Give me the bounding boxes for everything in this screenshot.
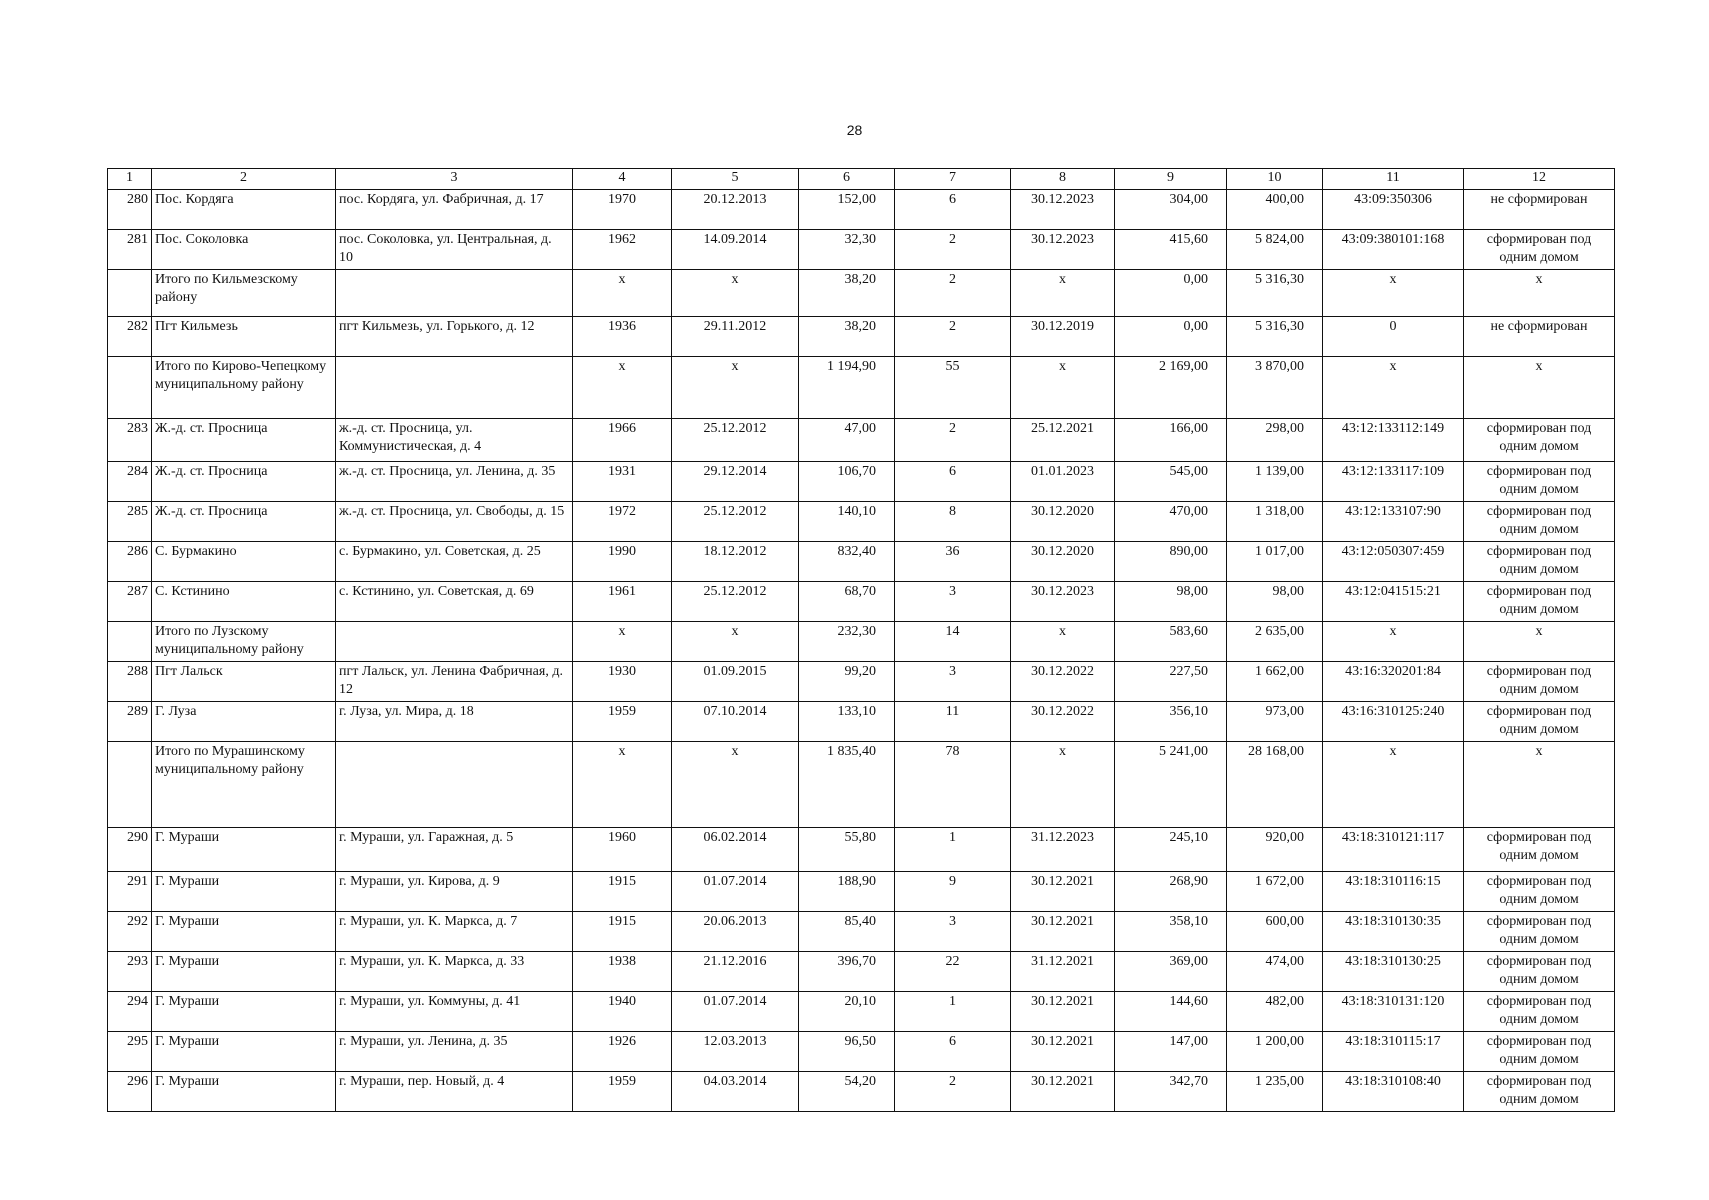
value-9-cell: 147,00 xyxy=(1115,1032,1227,1072)
settlement-name-cell: Пгт Кильмезь xyxy=(152,317,336,357)
date-recognized-cell: 29.12.2014 xyxy=(672,462,799,502)
row-number-cell xyxy=(108,357,152,419)
settlement-name-cell: Итого по Кирово-Чепецкому муниципальному району xyxy=(152,357,336,419)
housing-table xyxy=(107,168,1615,1112)
address-cell xyxy=(336,357,573,419)
area-cell: 38,20 xyxy=(799,317,895,357)
planned-date-cell: 01.01.2023 xyxy=(1011,462,1115,502)
residents-cell: 6 xyxy=(895,190,1011,230)
year-built-cell: 1915 xyxy=(573,912,672,952)
area-cell: 1 835,40 xyxy=(799,742,895,828)
address-cell: пос. Кордяга, ул. Фабричная, д. 17 xyxy=(336,190,573,230)
planned-date-cell: 30.12.2019 xyxy=(1011,317,1115,357)
value-10-cell: 3 870,00 xyxy=(1227,357,1323,419)
land-status-cell: сформирован под одним домом xyxy=(1464,702,1615,742)
land-status-cell: х xyxy=(1464,270,1615,317)
address-cell: с. Бурмакино, ул. Советская, д. 25 xyxy=(336,542,573,582)
address-cell: ж.-д. ст. Просница, ул. Свободы, д. 15 xyxy=(336,502,573,542)
residents-cell: 2 xyxy=(895,230,1011,270)
value-10-cell: 973,00 xyxy=(1227,702,1323,742)
date-recognized-cell: х xyxy=(672,622,799,662)
area-cell: 832,40 xyxy=(799,542,895,582)
settlement-name-cell: Г. Мураши xyxy=(152,828,336,872)
settlement-name-cell: Ж.-д. ст. Просница xyxy=(152,462,336,502)
row-number-cell: 296 xyxy=(108,1072,152,1112)
year-built-cell: 1936 xyxy=(573,317,672,357)
table-row xyxy=(108,992,1615,1032)
value-9-cell: 98,00 xyxy=(1115,582,1227,622)
area-cell: 38,20 xyxy=(799,270,895,317)
row-number-cell: 290 xyxy=(108,828,152,872)
table-row xyxy=(108,872,1615,912)
table-row xyxy=(108,742,1615,828)
settlement-name-cell: Г. Мураши xyxy=(152,952,336,992)
date-recognized-cell: 25.12.2012 xyxy=(672,419,799,462)
planned-date-cell: 31.12.2021 xyxy=(1011,952,1115,992)
year-built-cell: 1961 xyxy=(573,582,672,622)
cadastral-number-cell: 43:18:310130:35 xyxy=(1323,912,1464,952)
residents-cell: 22 xyxy=(895,952,1011,992)
planned-date-cell: 30.12.2020 xyxy=(1011,542,1115,582)
residents-cell: 6 xyxy=(895,1032,1011,1072)
value-9-cell: 583,60 xyxy=(1115,622,1227,662)
residents-cell: 78 xyxy=(895,742,1011,828)
residents-cell: 9 xyxy=(895,872,1011,912)
table-row xyxy=(108,190,1615,230)
date-recognized-cell: 25.12.2012 xyxy=(672,582,799,622)
cadastral-number-cell: х xyxy=(1323,622,1464,662)
year-built-cell: х xyxy=(573,622,672,662)
table-row xyxy=(108,542,1615,582)
row-number-cell: 287 xyxy=(108,582,152,622)
year-built-cell: 1930 xyxy=(573,662,672,702)
table-row xyxy=(108,419,1615,462)
cadastral-number-cell: 43:09:380101:168 xyxy=(1323,230,1464,270)
value-10-cell: 1 318,00 xyxy=(1227,502,1323,542)
column-header: 4 xyxy=(573,169,672,190)
land-status-cell: сформирован под одним домом xyxy=(1464,230,1615,270)
cadastral-number-cell: 43:12:050307:459 xyxy=(1323,542,1464,582)
cadastral-number-cell: 0 xyxy=(1323,317,1464,357)
land-status-cell: сформирован под одним домом xyxy=(1464,992,1615,1032)
cadastral-number-cell: 43:18:310108:40 xyxy=(1323,1072,1464,1112)
table-row xyxy=(108,828,1615,872)
column-number-row xyxy=(108,169,1615,190)
value-9-cell: 5 241,00 xyxy=(1115,742,1227,828)
land-status-cell: сформирован под одним домом xyxy=(1464,912,1615,952)
settlement-name-cell: Г. Луза xyxy=(152,702,336,742)
land-status-cell: сформирован под одним домом xyxy=(1464,952,1615,992)
land-status-cell: сформирован под одним домом xyxy=(1464,462,1615,502)
cadastral-number-cell: 43:12:133107:90 xyxy=(1323,502,1464,542)
address-cell: ж.-д. ст. Просница, ул. Ленина, д. 35 xyxy=(336,462,573,502)
cadastral-number-cell: 43:18:310121:117 xyxy=(1323,828,1464,872)
residents-cell: 36 xyxy=(895,542,1011,582)
address-cell: с. Кстинино, ул. Советская, д. 69 xyxy=(336,582,573,622)
area-cell: 396,70 xyxy=(799,952,895,992)
value-9-cell: 144,60 xyxy=(1115,992,1227,1032)
date-recognized-cell: 20.06.2013 xyxy=(672,912,799,952)
row-number-cell: 285 xyxy=(108,502,152,542)
date-recognized-cell: 25.12.2012 xyxy=(672,502,799,542)
page-number: 28 xyxy=(846,122,863,138)
area-cell: 133,10 xyxy=(799,702,895,742)
settlement-name-cell: Г. Мураши xyxy=(152,1072,336,1112)
area-cell: 55,80 xyxy=(799,828,895,872)
date-recognized-cell: 01.07.2014 xyxy=(672,872,799,912)
date-recognized-cell: 14.09.2014 xyxy=(672,230,799,270)
value-9-cell: 356,10 xyxy=(1115,702,1227,742)
cadastral-number-cell: 43:18:310115:17 xyxy=(1323,1032,1464,1072)
cadastral-number-cell: х xyxy=(1323,357,1464,419)
planned-date-cell: х xyxy=(1011,270,1115,317)
planned-date-cell: х xyxy=(1011,357,1115,419)
settlement-name-cell: Итого по Лузскому муниципальному району xyxy=(152,622,336,662)
value-10-cell: 482,00 xyxy=(1227,992,1323,1032)
date-recognized-cell: 01.07.2014 xyxy=(672,992,799,1032)
column-header: 11 xyxy=(1323,169,1464,190)
land-status-cell: сформирован под одним домом xyxy=(1464,662,1615,702)
area-cell: 188,90 xyxy=(799,872,895,912)
table-row xyxy=(108,952,1615,992)
value-10-cell: 600,00 xyxy=(1227,912,1323,952)
year-built-cell: х xyxy=(573,357,672,419)
column-header: 5 xyxy=(672,169,799,190)
land-status-cell: сформирован под одним домом xyxy=(1464,1072,1615,1112)
column-header: 3 xyxy=(336,169,573,190)
area-cell: 68,70 xyxy=(799,582,895,622)
planned-date-cell: х xyxy=(1011,742,1115,828)
table-row xyxy=(108,502,1615,542)
area-cell: 99,20 xyxy=(799,662,895,702)
address-cell: пгт Лальск, ул. Ленина Фабричная, д. 12 xyxy=(336,662,573,702)
address-cell xyxy=(336,742,573,828)
value-9-cell: 415,60 xyxy=(1115,230,1227,270)
settlement-name-cell: Ж.-д. ст. Просница xyxy=(152,502,336,542)
residents-cell: 1 xyxy=(895,828,1011,872)
date-recognized-cell: х xyxy=(672,357,799,419)
year-built-cell: 1938 xyxy=(573,952,672,992)
row-number-cell: 284 xyxy=(108,462,152,502)
residents-cell: 3 xyxy=(895,582,1011,622)
date-recognized-cell: 01.09.2015 xyxy=(672,662,799,702)
year-built-cell: 1970 xyxy=(573,190,672,230)
year-built-cell: х xyxy=(573,742,672,828)
land-status-cell: х xyxy=(1464,622,1615,662)
date-recognized-cell: 21.12.2016 xyxy=(672,952,799,992)
cadastral-number-cell: 43:09:350306 xyxy=(1323,190,1464,230)
value-9-cell: 166,00 xyxy=(1115,419,1227,462)
land-status-cell: не сформирован xyxy=(1464,190,1615,230)
residents-cell: 2 xyxy=(895,270,1011,317)
land-status-cell: х xyxy=(1464,742,1615,828)
area-cell: 96,50 xyxy=(799,1032,895,1072)
planned-date-cell: 30.12.2023 xyxy=(1011,230,1115,270)
year-built-cell: 1962 xyxy=(573,230,672,270)
land-status-cell: х xyxy=(1464,357,1615,419)
value-9-cell: 245,10 xyxy=(1115,828,1227,872)
address-cell: г. Мураши, ул. Коммуны, д. 41 xyxy=(336,992,573,1032)
row-number-cell: 286 xyxy=(108,542,152,582)
planned-date-cell: 30.12.2021 xyxy=(1011,872,1115,912)
value-9-cell: 0,00 xyxy=(1115,270,1227,317)
row-number-cell: 280 xyxy=(108,190,152,230)
area-cell: 232,30 xyxy=(799,622,895,662)
row-number-cell: 288 xyxy=(108,662,152,702)
row-number-cell xyxy=(108,742,152,828)
column-header: 12 xyxy=(1464,169,1615,190)
address-cell: пгт Кильмезь, ул. Горького, д. 12 xyxy=(336,317,573,357)
row-number-cell: 281 xyxy=(108,230,152,270)
planned-date-cell: 30.12.2021 xyxy=(1011,1032,1115,1072)
year-built-cell: 1966 xyxy=(573,419,672,462)
value-10-cell: 5 316,30 xyxy=(1227,270,1323,317)
planned-date-cell: 30.12.2021 xyxy=(1011,912,1115,952)
year-built-cell: х xyxy=(573,270,672,317)
value-9-cell: 268,90 xyxy=(1115,872,1227,912)
date-recognized-cell: 20.12.2013 xyxy=(672,190,799,230)
area-cell: 47,00 xyxy=(799,419,895,462)
address-cell: ж.-д. ст. Просница, ул. Коммунистическая, д. 4 xyxy=(336,419,573,462)
value-10-cell: 1 200,00 xyxy=(1227,1032,1323,1072)
row-number-cell: 291 xyxy=(108,872,152,912)
column-header: 9 xyxy=(1115,169,1227,190)
row-number-cell: 294 xyxy=(108,992,152,1032)
row-number-cell xyxy=(108,622,152,662)
residents-cell: 11 xyxy=(895,702,1011,742)
table-row xyxy=(108,912,1615,952)
row-number-cell: 289 xyxy=(108,702,152,742)
settlement-name-cell: С. Кстинино xyxy=(152,582,336,622)
land-status-cell: сформирован под одним домом xyxy=(1464,542,1615,582)
year-built-cell: 1960 xyxy=(573,828,672,872)
residents-cell: 14 xyxy=(895,622,1011,662)
table-row xyxy=(108,622,1615,662)
address-cell: пос. Соколовка, ул. Центральная, д. 10 xyxy=(336,230,573,270)
address-cell: г. Мураши, ул. Гаражная, д. 5 xyxy=(336,828,573,872)
year-built-cell: 1915 xyxy=(573,872,672,912)
residents-cell: 2 xyxy=(895,419,1011,462)
cadastral-number-cell: х xyxy=(1323,270,1464,317)
year-built-cell: 1972 xyxy=(573,502,672,542)
planned-date-cell: 30.12.2020 xyxy=(1011,502,1115,542)
row-number-cell xyxy=(108,270,152,317)
planned-date-cell: 30.12.2022 xyxy=(1011,702,1115,742)
value-10-cell: 920,00 xyxy=(1227,828,1323,872)
address-cell xyxy=(336,270,573,317)
value-10-cell: 98,00 xyxy=(1227,582,1323,622)
year-built-cell: 1926 xyxy=(573,1032,672,1072)
settlement-name-cell: Пгт Лальск xyxy=(152,662,336,702)
table-row xyxy=(108,1032,1615,1072)
year-built-cell: 1931 xyxy=(573,462,672,502)
residents-cell: 3 xyxy=(895,662,1011,702)
year-built-cell: 1990 xyxy=(573,542,672,582)
value-10-cell: 2 635,00 xyxy=(1227,622,1323,662)
land-status-cell: сформирован под одним домом xyxy=(1464,872,1615,912)
settlement-name-cell: Итого по Кильмезскому району xyxy=(152,270,336,317)
table-row xyxy=(108,582,1615,622)
residents-cell: 2 xyxy=(895,317,1011,357)
value-10-cell: 1 672,00 xyxy=(1227,872,1323,912)
planned-date-cell: 25.12.2021 xyxy=(1011,419,1115,462)
table-row xyxy=(108,462,1615,502)
column-header: 7 xyxy=(895,169,1011,190)
settlement-name-cell: Пос. Соколовка xyxy=(152,230,336,270)
table-row xyxy=(108,1072,1615,1112)
residents-cell: 2 xyxy=(895,1072,1011,1112)
planned-date-cell: 30.12.2021 xyxy=(1011,1072,1115,1112)
land-status-cell: сформирован под одним домом xyxy=(1464,502,1615,542)
settlement-name-cell: Г. Мураши xyxy=(152,912,336,952)
area-cell: 106,70 xyxy=(799,462,895,502)
settlement-name-cell: С. Бурмакино xyxy=(152,542,336,582)
residents-cell: 6 xyxy=(895,462,1011,502)
value-10-cell: 28 168,00 xyxy=(1227,742,1323,828)
address-cell: г. Мураши, ул. Ленина, д. 35 xyxy=(336,1032,573,1072)
settlement-name-cell: Г. Мураши xyxy=(152,872,336,912)
area-cell: 54,20 xyxy=(799,1072,895,1112)
planned-date-cell: 30.12.2022 xyxy=(1011,662,1115,702)
settlement-name-cell: Пос. Кордяга xyxy=(152,190,336,230)
table-row xyxy=(108,317,1615,357)
cadastral-number-cell: 43:18:310116:15 xyxy=(1323,872,1464,912)
value-10-cell: 1 139,00 xyxy=(1227,462,1323,502)
address-cell: г. Мураши, ул. К. Маркса, д. 33 xyxy=(336,952,573,992)
value-9-cell: 227,50 xyxy=(1115,662,1227,702)
cadastral-number-cell: 43:12:133112:149 xyxy=(1323,419,1464,462)
value-9-cell: 2 169,00 xyxy=(1115,357,1227,419)
table-row xyxy=(108,702,1615,742)
value-9-cell: 369,00 xyxy=(1115,952,1227,992)
value-10-cell: 1 017,00 xyxy=(1227,542,1323,582)
date-recognized-cell: 29.11.2012 xyxy=(672,317,799,357)
area-cell: 32,30 xyxy=(799,230,895,270)
value-9-cell: 358,10 xyxy=(1115,912,1227,952)
area-cell: 1 194,90 xyxy=(799,357,895,419)
planned-date-cell: 30.12.2023 xyxy=(1011,190,1115,230)
value-9-cell: 470,00 xyxy=(1115,502,1227,542)
value-10-cell: 1 235,00 xyxy=(1227,1072,1323,1112)
address-cell xyxy=(336,622,573,662)
year-built-cell: 1959 xyxy=(573,1072,672,1112)
address-cell: г. Мураши, ул. Кирова, д. 9 xyxy=(336,872,573,912)
date-recognized-cell: 18.12.2012 xyxy=(672,542,799,582)
table-row xyxy=(108,357,1615,419)
column-header: 1 xyxy=(108,169,152,190)
address-cell: г. Мураши, ул. К. Маркса, д. 7 xyxy=(336,912,573,952)
settlement-name-cell: Г. Мураши xyxy=(152,1032,336,1072)
settlement-name-cell: Итого по Мурашинскому муниципальному району xyxy=(152,742,336,828)
address-cell: г. Мураши, пер. Новый, д. 4 xyxy=(336,1072,573,1112)
area-cell: 152,00 xyxy=(799,190,895,230)
value-10-cell: 1 662,00 xyxy=(1227,662,1323,702)
settlement-name-cell: Ж.-д. ст. Просница xyxy=(152,419,336,462)
row-number-cell: 282 xyxy=(108,317,152,357)
table-row xyxy=(108,230,1615,270)
row-number-cell: 295 xyxy=(108,1032,152,1072)
value-9-cell: 0,00 xyxy=(1115,317,1227,357)
planned-date-cell: х xyxy=(1011,622,1115,662)
value-10-cell: 5 824,00 xyxy=(1227,230,1323,270)
land-status-cell: не сформирован xyxy=(1464,317,1615,357)
area-cell: 140,10 xyxy=(799,502,895,542)
residents-cell: 8 xyxy=(895,502,1011,542)
residents-cell: 55 xyxy=(895,357,1011,419)
value-10-cell: 5 316,30 xyxy=(1227,317,1323,357)
address-cell: г. Луза, ул. Мира, д. 18 xyxy=(336,702,573,742)
table-row xyxy=(108,270,1615,317)
cadastral-number-cell: 43:16:310125:240 xyxy=(1323,702,1464,742)
value-10-cell: 298,00 xyxy=(1227,419,1323,462)
table-row xyxy=(108,662,1615,702)
date-recognized-cell: 12.03.2013 xyxy=(672,1032,799,1072)
date-recognized-cell: 07.10.2014 xyxy=(672,702,799,742)
cadastral-number-cell: 43:18:310131:120 xyxy=(1323,992,1464,1032)
planned-date-cell: 31.12.2023 xyxy=(1011,828,1115,872)
row-number-cell: 292 xyxy=(108,912,152,952)
value-9-cell: 545,00 xyxy=(1115,462,1227,502)
column-header: 6 xyxy=(799,169,895,190)
row-number-cell: 283 xyxy=(108,419,152,462)
date-recognized-cell: х xyxy=(672,270,799,317)
cadastral-number-cell: 43:12:041515:21 xyxy=(1323,582,1464,622)
column-header: 2 xyxy=(152,169,336,190)
area-cell: 85,40 xyxy=(799,912,895,952)
row-number-cell: 293 xyxy=(108,952,152,992)
cadastral-number-cell: х xyxy=(1323,742,1464,828)
land-status-cell: сформирован под одним домом xyxy=(1464,582,1615,622)
land-status-cell: сформирован под одним домом xyxy=(1464,419,1615,462)
date-recognized-cell: 04.03.2014 xyxy=(672,1072,799,1112)
value-10-cell: 400,00 xyxy=(1227,190,1323,230)
date-recognized-cell: х xyxy=(672,742,799,828)
cadastral-number-cell: 43:16:320201:84 xyxy=(1323,662,1464,702)
column-header: 8 xyxy=(1011,169,1115,190)
residents-cell: 1 xyxy=(895,992,1011,1032)
cadastral-number-cell: 43:18:310130:25 xyxy=(1323,952,1464,992)
date-recognized-cell: 06.02.2014 xyxy=(672,828,799,872)
value-9-cell: 342,70 xyxy=(1115,1072,1227,1112)
planned-date-cell: 30.12.2023 xyxy=(1011,582,1115,622)
year-built-cell: 1940 xyxy=(573,992,672,1032)
area-cell: 20,10 xyxy=(799,992,895,1032)
planned-date-cell: 30.12.2021 xyxy=(1011,992,1115,1032)
year-built-cell: 1959 xyxy=(573,702,672,742)
land-status-cell: сформирован под одним домом xyxy=(1464,828,1615,872)
value-9-cell: 304,00 xyxy=(1115,190,1227,230)
value-9-cell: 890,00 xyxy=(1115,542,1227,582)
column-header: 10 xyxy=(1227,169,1323,190)
land-status-cell: сформирован под одним домом xyxy=(1464,1032,1615,1072)
residents-cell: 3 xyxy=(895,912,1011,952)
settlement-name-cell: Г. Мураши xyxy=(152,992,336,1032)
value-10-cell: 474,00 xyxy=(1227,952,1323,992)
cadastral-number-cell: 43:12:133117:109 xyxy=(1323,462,1464,502)
